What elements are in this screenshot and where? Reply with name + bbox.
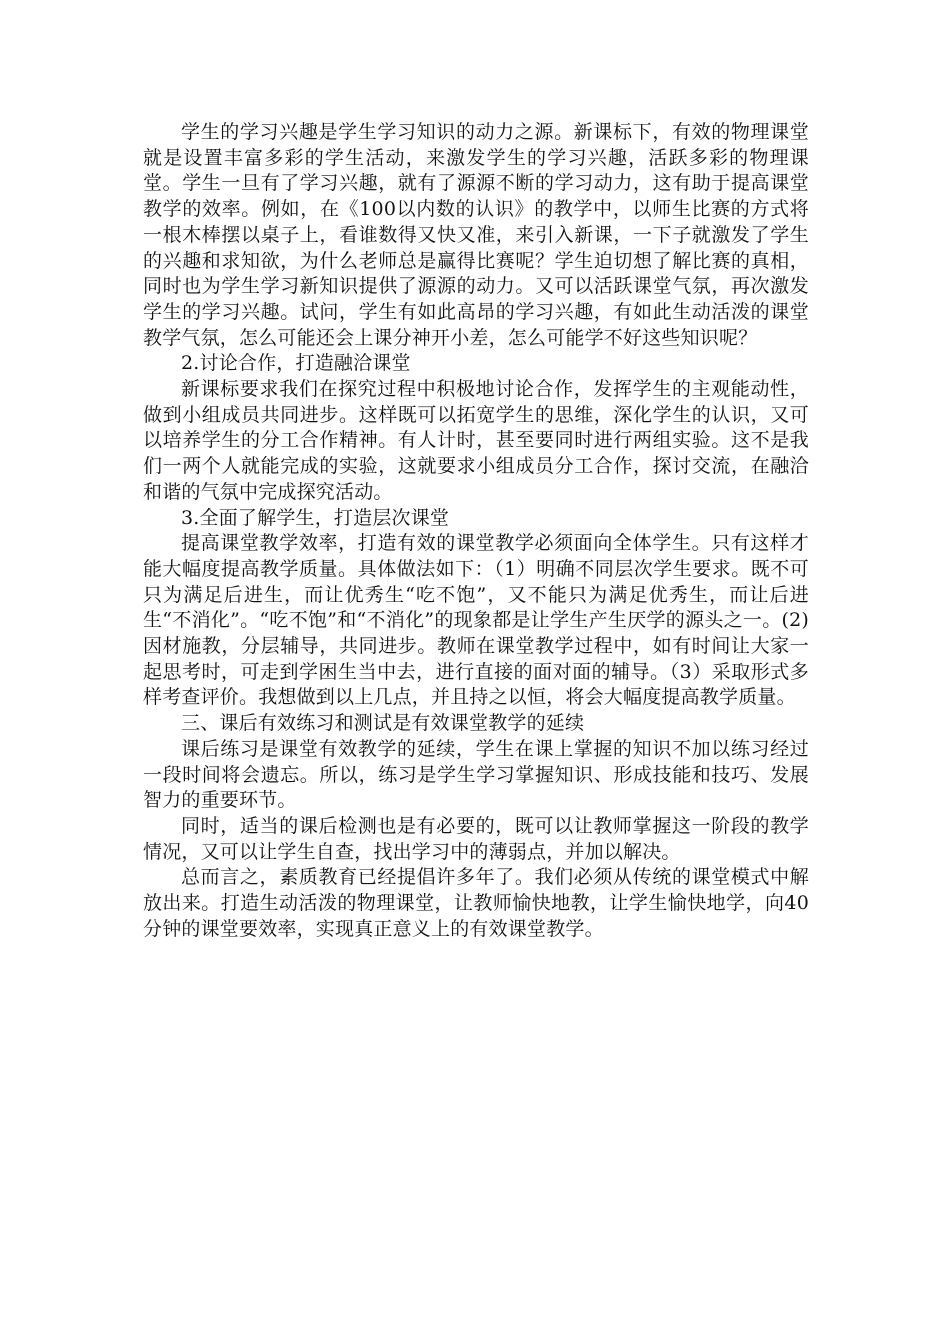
heading-discussion-cooperation: 2.讨论合作，打造融洽课堂: [181, 352, 411, 375]
paragraph-after-class-practice: 课后练习是课堂有效教学的延续，学生在课上掌握的知识不加以练习经过一段时间将会遗忘。所以，练习是学生学习掌握知识、形成技能和技巧、发展智力的重要环节。: [143, 737, 809, 812]
document-page: [143, 120, 809, 943]
paragraph-discussion-cooperation: 新课标要求我们在探究过程中积极地讨论合作，发挥学生的主观能动性，做到小组成员共同进步。这样既可以拓宽学生的思维，深化学生的认识，又可以培养学生的分工合作精神。有人计时，甚至要同时进行两组实验。这不是我们一两个人就能完成的实验，这就要求小组成员分工合作，探讨交流，在融洽和谐的气氛中完成探究活动。: [143, 378, 809, 503]
heading-understand-students: 3.全面了解学生，打造层次课堂: [181, 506, 450, 529]
heading-after-class-practice: 三、课后有效练习和测试是有效课堂教学的延续: [181, 712, 585, 735]
paragraph-after-class-testing: 同时，适当的课后检测也是有必要的，既可以让教师掌握这一阶段的教学情况，又可以让学生自查，找出学习中的薄弱点，并加以解决。: [143, 814, 809, 863]
paragraph-layered-classroom: 提高课堂教学效率，打造有效的课堂教学必须面向全体学生。只有这样才能大幅度提高教学质量。具体做法如下：（1）明确不同层次学生要求。既不可只为满足后进生，而让优秀生“吃不饱”，又不能只为满足优秀生，而让后进生“不消化”。“吃不饱”和“不消化”的现象都是让学生产生厌学的源头之一。(2)因材施教，分层辅导，共同进步。教师在课堂教学过程中，如有时间让大家一起思考时，可走到学困生当中去，进行直接的面对面的辅导。（3）采取形式多样考查评价。我想做到以上几点，并且持之以恒，将会大幅度提高教学质量。: [143, 532, 809, 709]
paragraph-learning-interest: 学生的学习兴趣是学生学习知识的动力之源。新课标下，有效的物理课堂就是设置丰富多彩的学生活动，来激发学生的学习兴趣，活跃多彩的物理课堂。学生一旦有了学习兴趣，就有了源源不断的学习动力，这有助于提高课堂教学的效率。例如，在《100以内数的认识》的教学中，以师生比赛的方式将一根木棒摆以桌子上，看谁数得又快又准，来引入新课，一下子就激发了学生的兴趣和求知欲，为什么老师总是赢得比赛呢？学生迫切想了解比赛的真相，同时也为学生学习新知识提供了源源的动力。又可以活跃课堂气氛，再次激发学生的学习兴趣。试问，学生有如此高昂的学习兴趣，有如此生动活泼的课堂教学气氛，怎么可能还会上课分神开小差，怎么可能学不好这些知识呢？: [143, 121, 809, 349]
paragraph-conclusion: 总而言之，素质教育已经提倡许多年了。我们必须从传统的课堂模式中解放出来。打造生动活泼的物理课堂，让教师愉快地教，让学生愉快地学，向40分钟的课堂要效率，实现真正意义上的有效课堂教学。: [143, 866, 809, 940]
